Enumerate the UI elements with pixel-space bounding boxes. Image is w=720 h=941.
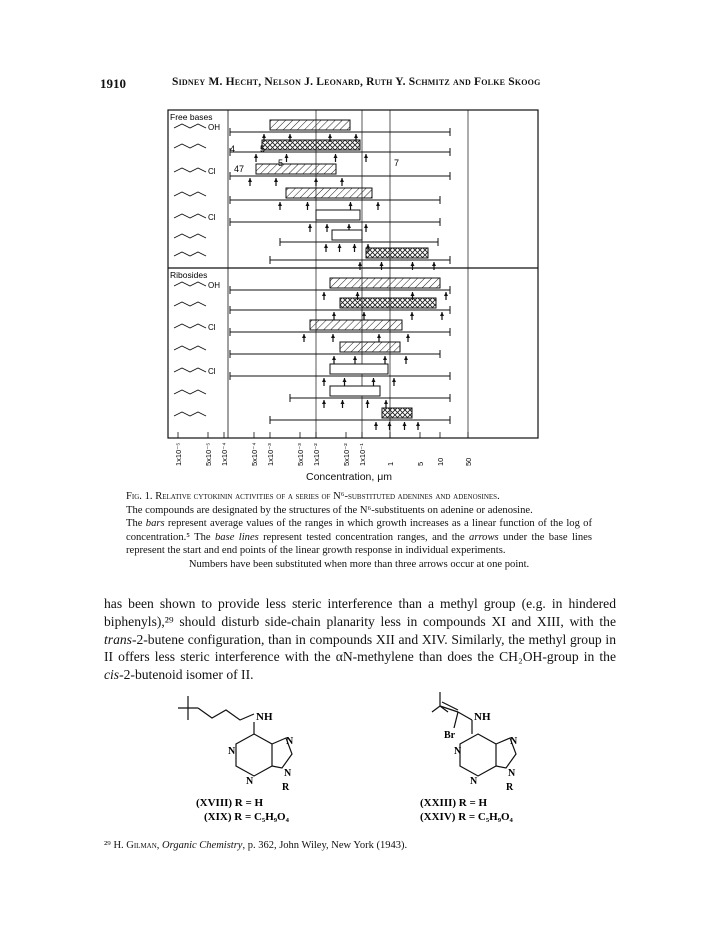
x-tick-label: 5x10⁻²: [342, 443, 351, 466]
structure-xxiii-xxiv: [392, 688, 562, 828]
section-ribosides: Ribosides: [170, 270, 208, 280]
structure-xviii-xix: [168, 688, 338, 828]
svg-text:N: N: [246, 776, 254, 787]
chem-left-label2: (XIX) R = C₅H₉O₄: [204, 811, 289, 823]
caption-title: Relative cytokinin activities of a series of N⁶-substituted adenines and adenosines.: [155, 491, 500, 502]
chem-right-r: R: [506, 782, 514, 793]
x-tick-label: 10: [436, 457, 445, 466]
x-tick-label: 5x10⁻⁵: [204, 442, 213, 466]
chem-right-label1: (XXIII) R = H: [420, 797, 488, 809]
chem-right-nh: NH: [474, 711, 491, 723]
chem-left-label1: (XVIII) R = H: [196, 797, 264, 809]
chem-left-nh: NH: [256, 711, 273, 723]
x-tick-label: 1x10⁻³: [266, 443, 275, 466]
footnote: ²⁹ H. Gilman, Organic Chemistry, p. 362, John Wiley, New York (1943).: [104, 840, 408, 851]
page-number: 1910: [100, 76, 126, 91]
caption-line2: The bars represent average values of the ranges in which growth increases as a linear function of the log of concentration.⁵ The base lines represent tested concentration ranges, and the arrows under the base lines represent the start and end points of the linear growth response in individual experiments.: [126, 518, 592, 557]
svg-text:N: N: [286, 736, 294, 747]
riboside-row-6: [174, 408, 450, 430]
x-tick-label: 50: [464, 457, 473, 466]
free-row-6: [174, 248, 450, 270]
svg-text:N: N: [508, 768, 516, 779]
chem-right-label2: (XXIV) R = C₅H₉O₄: [420, 811, 513, 823]
chem-right-br: Br: [444, 730, 456, 741]
svg-text:N: N: [454, 746, 462, 757]
section-free-bases: Free bases: [170, 112, 213, 122]
annotation-7: 7: [394, 158, 400, 168]
svg-text:N: N: [228, 746, 236, 757]
row-label: Cl: [208, 213, 216, 222]
x-tick-label: 1x10⁻¹: [358, 443, 367, 466]
x-tick-label: 1x10⁻⁵: [174, 442, 183, 466]
annotation-5b: 5: [278, 158, 284, 168]
body-paragraph: has been shown to provide less steric interference than a methyl group (e.g. in hindered biphenyls),²⁹ should disturb side-chain planarity less in compounds XI and XIII, with the trans-2-butene configuration, than in compounds XII and XIV. Similarly, the methyl group in II offers less steric interference with the αN-methylene than does the CH₂OH-group in the cis-2-butenoid isomer of II.: [104, 596, 616, 683]
annotation-4: 4: [230, 144, 236, 154]
row-label: OH: [208, 123, 220, 132]
running-head: Sidney M. Hecht, Nelson J. Leonard, Ruth Y. Schmitz and Folke Skoog: [172, 76, 541, 88]
free-row-1: [174, 140, 450, 162]
svg-text:N: N: [284, 768, 292, 779]
x-tick-label: 1: [386, 461, 395, 466]
x-tick-label: 5x10⁻⁴: [250, 442, 259, 466]
caption-fig-label: Fig. 1.: [126, 491, 153, 502]
row-label: OH: [208, 281, 220, 290]
x-tick-label: 1x10⁻²: [312, 443, 321, 466]
riboside-row-3: [174, 342, 440, 364]
chem-left-r: R: [282, 782, 290, 793]
x-tick-label: 1x10⁻⁴: [220, 442, 229, 466]
cytokinin-activity-figure: [150, 100, 550, 472]
row-label: Cl: [208, 167, 216, 176]
x-tick-label: 5x10⁻³: [296, 443, 305, 466]
figure-caption: [126, 490, 592, 572]
x-tick-label: 5: [416, 461, 425, 466]
caption-line3: Numbers have been substituted when more than three arrows occur at one point.: [188, 558, 530, 570]
caption-line1: The compounds are designated by the structures of the N⁶-substituents on adenine or adenosine.: [126, 504, 533, 516]
riboside-row-1: [174, 298, 450, 320]
riboside-row-5: [174, 386, 450, 408]
row-label: Cl: [208, 367, 216, 376]
row-label: Cl: [208, 323, 216, 332]
annotation-5a: 5: [260, 144, 266, 154]
svg-text:N: N: [470, 776, 478, 787]
annotation-47: 47: [234, 164, 245, 174]
free-row-3: [174, 188, 440, 210]
svg-text:N: N: [510, 736, 518, 747]
x-axis-label: Concentration, μm: [306, 471, 393, 483]
